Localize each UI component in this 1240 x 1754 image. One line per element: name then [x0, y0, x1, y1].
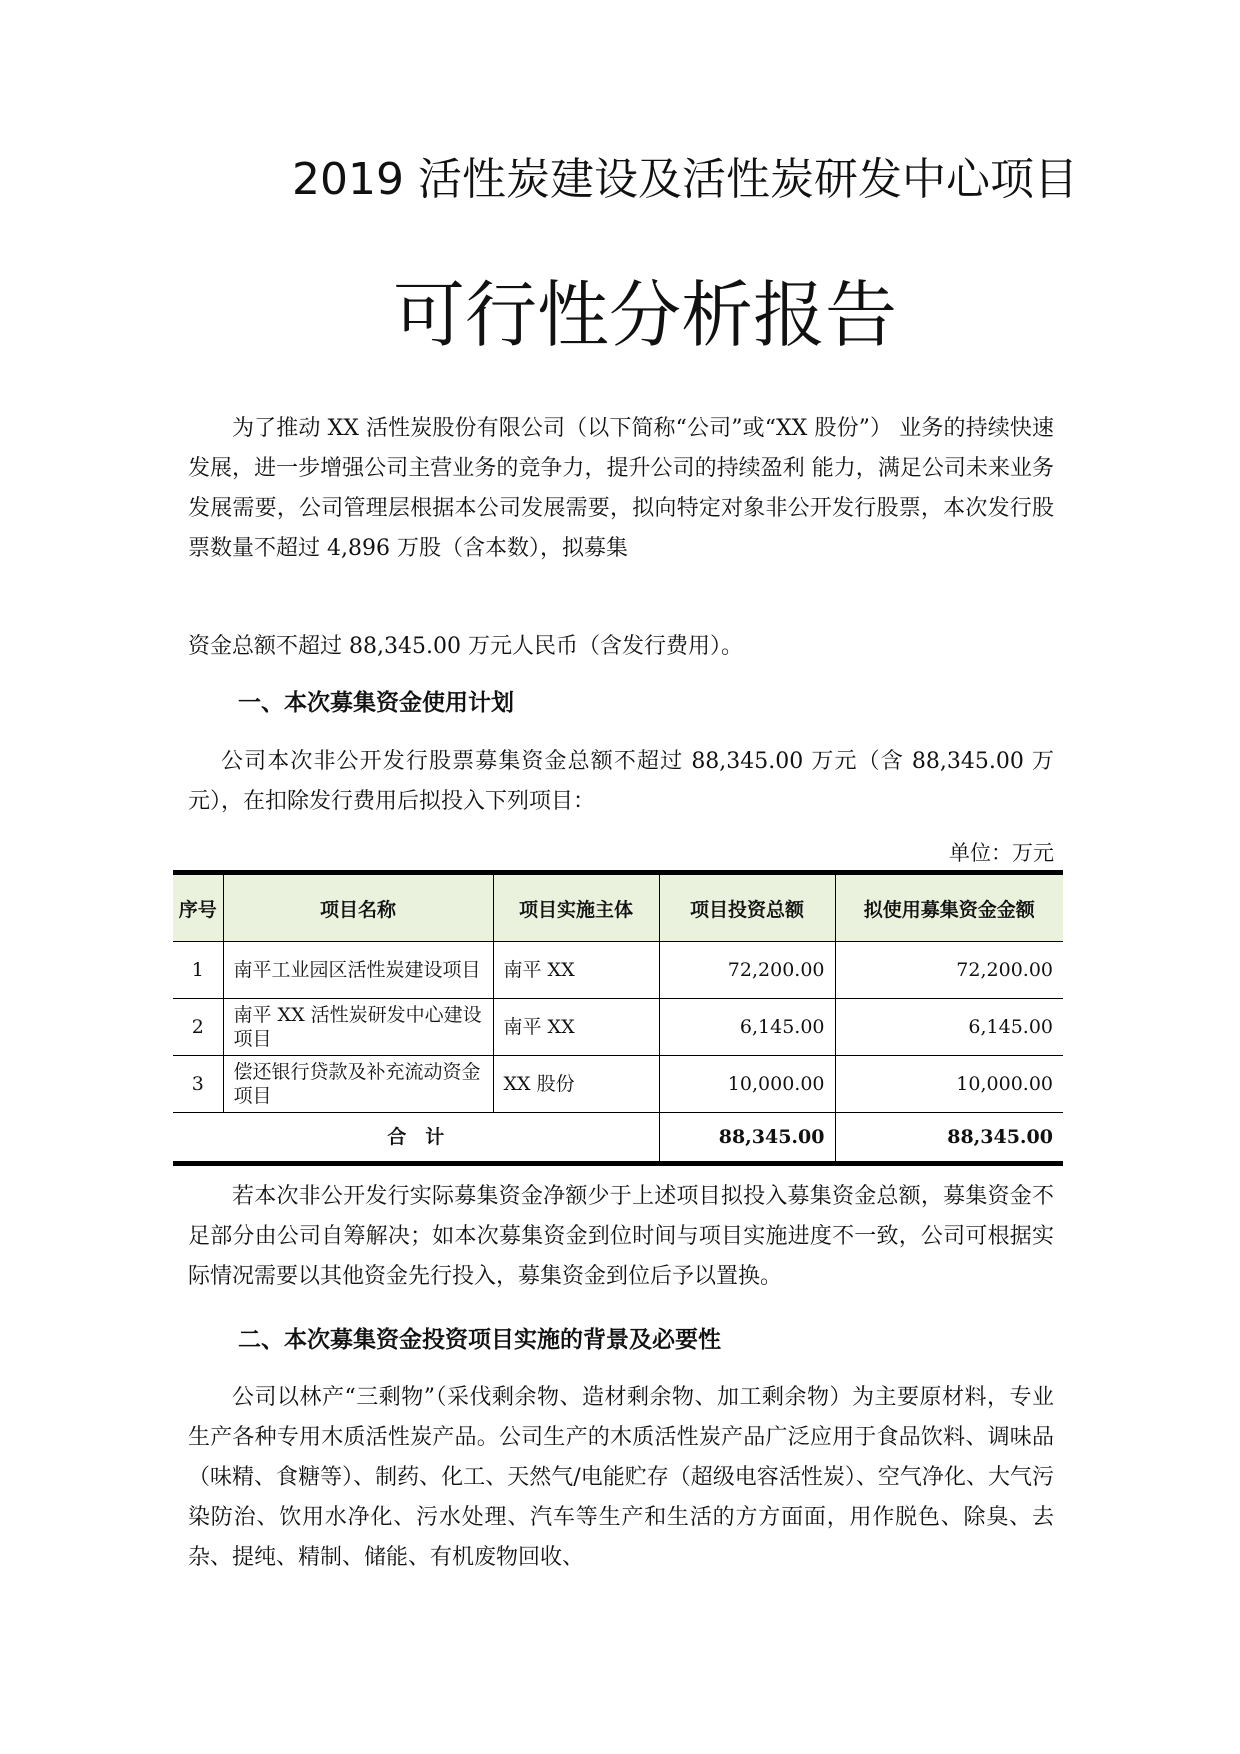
table-row: [173, 999, 1063, 1056]
row-raised-funds: 72,200.00: [835, 942, 1063, 999]
row-raised-funds: 6,145.00: [835, 999, 1063, 1056]
row-seq: 3: [173, 1056, 223, 1113]
section-2-paragraph: 公司以林产“三剩物”（采伐剩余物、造材剩余物、加工剩余物）为主要原材料，专业生产各种专用木质活性炭产品。公司生产的木质活性炭产品广泛应用于食品饮料、调味品（味精、食糖等）、制药、化工、天然气/电能贮存（超级电容活性炭）、空气净化、大气污染防治、饮用水净化、污水处理、汽车等生产和生活的方方面面，用作脱色、除臭、去杂、提纯、精制、储能、有机废物回收、: [188, 1385, 1054, 1570]
row-raised-funds: 10,000.00: [835, 1056, 1063, 1113]
intro-paragraph: 为了推动 XX 活性炭股份有限公司（以下简称“公司”或“XX 股份”） 业务的持续快速发展，进一步增强公司主营业务的竞争力，提升公司的持续盈利 能力，满足公司未来业务发展需要，公司管理层根据本公司发展需要，拟向特定对象非公开发行股票，本次发行股票数量不超过 4,896 万股（含本数），拟募集: [188, 416, 1054, 561]
table-total-row: [173, 1113, 1063, 1164]
header-raised-funds: 拟使用募集资金金额: [835, 873, 1063, 942]
section-2-heading: 二、本次募集资金投资项目实施的背景及必要性: [238, 1327, 721, 1353]
header-entity: 项目实施主体: [493, 873, 659, 942]
row-seq: 1: [173, 942, 223, 999]
section-1-heading: 一、本次募集资金使用计划: [238, 690, 514, 716]
row-total-investment: 72,200.00: [659, 942, 835, 999]
row-project-name: 南平 XX 活性炭研发中心建设项目: [223, 999, 493, 1056]
table-unit-label: 单位：万元: [949, 841, 1054, 865]
fund-usage-table: [173, 870, 1063, 1166]
title-line-1: 2019 活性炭建设及活性炭研发中心项目: [292, 154, 1078, 205]
section-1-paragraph: 公司本次非公开发行股票募集资金总额不超过 88,345.00 万元（含 88,345.00 万元），在扣除发行费用后拟投入下列项目：: [188, 749, 1054, 814]
row-seq: 2: [173, 999, 223, 1056]
row-project-name: 偿还银行贷款及补充流动资金项目: [223, 1056, 493, 1113]
section-1-after-paragraph: 若本次非公开发行实际募集资金净额少于上述项目拟投入募集资金总额，募集资金不足部分由公司自筹解决；如本次募集资金到位时间与项目实施进度不一致，公司可根据实际情况需要以其他资金先行投入，募集资金到位后予以置换。: [188, 1184, 1054, 1289]
title-line-2: 可行性分析报告: [392, 273, 897, 357]
row-total-investment: 10,000.00: [659, 1056, 835, 1113]
table-header-row: [173, 873, 1063, 942]
intro-paragraph-tail: 资金总额不超过 88,345.00 万元人民币（含发行费用）。: [188, 634, 743, 659]
table-row: [173, 1056, 1063, 1113]
header-project-name: 项目名称: [223, 873, 493, 942]
header-total-investment: 项目投资总额: [659, 873, 835, 942]
row-total-investment: 6,145.00: [659, 999, 835, 1056]
header-seq: 序号: [173, 873, 223, 942]
row-project-name: 南平工业园区活性炭建设项目: [223, 942, 493, 999]
total-label: 合 计: [173, 1113, 659, 1164]
table-row: [173, 942, 1063, 999]
row-entity: XX 股份: [493, 1056, 659, 1113]
row-entity: 南平 XX: [493, 999, 659, 1056]
total-investment: 88,345.00: [659, 1113, 835, 1164]
row-entity: 南平 XX: [493, 942, 659, 999]
total-raised-funds: 88,345.00: [835, 1113, 1063, 1164]
